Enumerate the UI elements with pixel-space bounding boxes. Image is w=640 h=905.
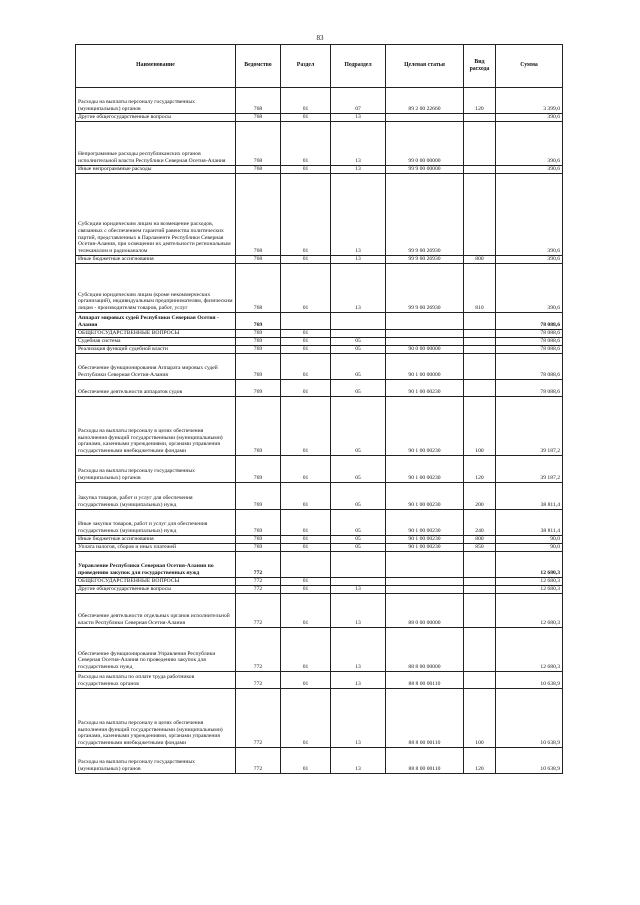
dept-cell: 772 [236,552,281,578]
exp-type-cell [464,330,496,338]
section-cell [281,552,331,578]
name-cell: Закупка товаров, работ и услуг для обеспечения государственных (муниципальных) нужд [76,483,236,510]
amount-cell: 38 811,4 [496,483,563,510]
dept-cell: 768 [236,264,281,313]
amount-cell: 390,6 [496,114,563,122]
section-cell: 01 [281,354,331,380]
table-row [76,338,563,346]
subsection-cell: 05 [331,380,386,397]
target-cell: 88 8 00 00110 [386,672,464,689]
dept-cell: 769 [236,346,281,354]
table-row [76,510,563,536]
dept-cell: 769 [236,380,281,397]
table-row [76,264,563,313]
exp-type-cell: 100 [464,689,496,748]
section-cell: 01 [281,256,331,264]
target-cell: 99 9 00 00000 [386,166,464,174]
section-cell [281,313,331,330]
table-row [76,628,563,672]
dept-cell: 769 [236,536,281,544]
exp-type-cell: 800 [464,256,496,264]
amount-cell: 39 187,2 [496,456,563,483]
amount-cell: 78 088,6 [496,380,563,397]
dept-cell: 772 [236,594,281,628]
table-row [76,313,563,330]
section-cell: 01 [281,338,331,346]
table-row [76,483,563,510]
section-cell: 01 [281,689,331,748]
header-target: Целевая статья [386,45,464,88]
name-cell: ОБЩЕГОСУДАРСТВЕННЫЕ ВОПРОСЫ [76,330,236,338]
target-cell: 90 1 00 00230 [386,544,464,552]
section-cell: 01 [281,88,331,114]
name-cell: Реализация функций судебной власти [76,346,236,354]
exp-type-cell [464,594,496,628]
exp-type-cell [464,628,496,672]
target-cell: 90 1 00 00230 [386,510,464,536]
dept-cell: 768 [236,256,281,264]
name-cell: Судебная система [76,338,236,346]
name-cell: Субсидии юридическим лицам (кроме некоммерческих организаций), индивидуальным предпринимателям, физическим лицам - производителям товаров, работ, услуг [76,264,236,313]
table-row [76,578,563,586]
section-cell: 01 [281,456,331,483]
exp-type-cell [464,166,496,174]
table-row [76,166,563,174]
amount-cell: 90,0 [496,544,563,552]
dept-cell: 769 [236,338,281,346]
amount-cell: 10 638,9 [496,689,563,748]
section-cell: 01 [281,544,331,552]
section-cell: 01 [281,586,331,594]
subsection-cell: 13 [331,594,386,628]
name-cell: Расходы на выплаты по оплате труда работников государственных органов [76,672,236,689]
target-cell: 99 9 00 26930 [386,256,464,264]
table-row [76,354,563,380]
subsection-cell: 05 [331,536,386,544]
name-cell: Расходы на выплаты персоналу в целях обеспечения выполнения функций государственными (муниципальными) органами, казенными учреждениями, органами управления государственными внебюджетными фондами [76,397,236,456]
exp-type-cell [464,346,496,354]
section-cell: 01 [281,346,331,354]
dept-cell: 769 [236,510,281,536]
section-cell: 01 [281,330,331,338]
target-cell: 88 8 00 00000 [386,628,464,672]
name-cell: Иные бюджетные ассигнования [76,256,236,264]
dept-cell: 769 [236,330,281,338]
name-cell: Другие общегосударственные вопросы [76,586,236,594]
amount-cell: 39 187,2 [496,397,563,456]
amount-cell: 390,6 [496,174,563,256]
amount-cell: 390,6 [496,122,563,166]
table-row [76,330,563,338]
name-cell: ОБЩЕГОСУДАРСТВЕННЫЕ ВОПРОСЫ [76,578,236,586]
section-cell: 01 [281,628,331,672]
name-cell: Обеспечение функционирования Аппарата мировых судей Республики Северная Осетия-Алания [76,354,236,380]
dept-cell: 772 [236,586,281,594]
target-cell: 90 1 00 00230 [386,397,464,456]
dept-cell: 769 [236,313,281,330]
exp-type-cell: 810 [464,264,496,313]
amount-cell: 390,6 [496,264,563,313]
exp-type-cell [464,122,496,166]
dept-cell: 772 [236,689,281,748]
amount-cell: 12 680,3 [496,552,563,578]
dept-cell: 772 [236,628,281,672]
header-subsection: Подраздел [331,45,386,88]
dept-cell: 769 [236,483,281,510]
section-cell: 01 [281,536,331,544]
section-cell: 01 [281,672,331,689]
header-exp-type: Вид расхода [464,45,496,88]
subsection-cell: 13 [331,166,386,174]
amount-cell: 12 680,3 [496,628,563,672]
table-row [76,397,563,456]
target-cell: 99 0 00 00000 [386,122,464,166]
amount-cell: 390,6 [496,166,563,174]
target-cell: 99 9 00 26930 [386,264,464,313]
exp-type-cell [464,380,496,397]
name-cell: Расходы на выплаты персоналу государственных (муниципальных) органов [76,748,236,774]
table-row [76,689,563,748]
target-cell: 90 1 00 00230 [386,456,464,483]
exp-type-cell [464,114,496,122]
table-row [76,594,563,628]
exp-type-cell [464,354,496,380]
target-cell: 89 2 00 22660 [386,88,464,114]
dept-cell: 769 [236,456,281,483]
table-row [76,748,563,774]
table-row [76,544,563,552]
section-cell: 01 [281,166,331,174]
exp-type-cell: 120 [464,456,496,483]
header-section: Раздел [281,45,331,88]
dept-cell: 772 [236,578,281,586]
subsection-cell [331,313,386,330]
dept-cell: 769 [236,544,281,552]
table-row [76,114,563,122]
exp-type-cell: 100 [464,397,496,456]
table-row [76,256,563,264]
subsection-cell: 13 [331,114,386,122]
amount-cell: 78 088,6 [496,354,563,380]
header-name: Наименование [76,45,236,88]
header-amount: Сумма [496,45,563,88]
name-cell: Субсидии юридическим лицам на возмещение расходов, связанных с обеспечением гарантий равенства политических партий, представленных в Парламенте Республики Северная Осетия-Алания, при освещении их деятельности региональным телеканалом и радиоканалом [76,174,236,256]
name-cell: Обеспечение функционирования Управления Республики Северная Осетия-Алания по проведению закупок для государственных нужд [76,628,236,672]
exp-type-cell: 850 [464,544,496,552]
dept-cell: 768 [236,174,281,256]
page-number: 83 [316,34,324,42]
exp-type-cell: 120 [464,88,496,114]
subsection-cell: 13 [331,628,386,672]
subsection-cell [331,552,386,578]
dept-cell: 769 [236,354,281,380]
table-row [76,122,563,166]
amount-cell: 78 088,6 [496,346,563,354]
amount-cell: 10 638,9 [496,672,563,689]
subsection-cell: 13 [331,689,386,748]
subsection-cell: 05 [331,397,386,456]
header-dept: Ведомство [236,45,281,88]
table-row [76,536,563,544]
section-cell: 01 [281,380,331,397]
exp-type-cell: 120 [464,748,496,774]
name-cell: Расходы на выплаты персоналу государственных (муниципальных) органов [76,88,236,114]
table-row [76,672,563,689]
subsection-cell: 13 [331,586,386,594]
section-cell: 01 [281,114,331,122]
name-cell: Расходы на выплаты персоналу государственных (муниципальных) органов [76,456,236,483]
name-cell: Управление Республики Северная Осетия-Алания по проведению закупок для государственных нужд [76,552,236,578]
subsection-cell: 05 [331,354,386,380]
subsection-cell: 13 [331,174,386,256]
section-cell: 01 [281,578,331,586]
target-cell [386,330,464,338]
subsection-cell: 05 [331,338,386,346]
exp-type-cell [464,174,496,256]
target-cell [386,313,464,330]
table-header-row [76,45,563,88]
name-cell: Непрограммные расходы республиканских органов исполнительной власти Республики Северная Осетия-Алания [76,122,236,166]
name-cell: Расходы на выплаты персоналу в целях обеспечения выполнения функций государственными (муниципальными) органами, казенными учреждениями, органами управления государственными внебюджетными фондами [76,689,236,748]
amount-cell: 78 088,6 [496,313,563,330]
table-body [76,88,563,774]
section-cell: 01 [281,174,331,256]
exp-type-cell [464,578,496,586]
target-cell: 90 1 00 00230 [386,536,464,544]
exp-type-cell [464,672,496,689]
dept-cell: 769 [236,397,281,456]
amount-cell: 12 680,3 [496,578,563,586]
target-cell: 99 9 00 26930 [386,174,464,256]
subsection-cell: 13 [331,672,386,689]
name-cell: Иные непрограммные расходы [76,166,236,174]
subsection-cell: 13 [331,256,386,264]
section-cell: 01 [281,397,331,456]
amount-cell: 78 088,6 [496,338,563,346]
target-cell: 88 8 00 00110 [386,689,464,748]
exp-type-cell [464,338,496,346]
name-cell: Обеспечение деятельности отдельных органов исполнительной власти Республики Северная Осетия-Алания [76,594,236,628]
subsection-cell: 13 [331,264,386,313]
target-cell [386,552,464,578]
table-row [76,346,563,354]
target-cell [386,338,464,346]
dept-cell: 772 [236,748,281,774]
name-cell: Обеспечение деятельности аппаратов судов [76,380,236,397]
target-cell [386,586,464,594]
budget-table [75,44,563,774]
table-row [76,380,563,397]
section-cell: 01 [281,510,331,536]
subsection-cell: 13 [331,122,386,166]
exp-type-cell [464,552,496,578]
dept-cell: 768 [236,166,281,174]
target-cell: 90 1 00 00230 [386,380,464,397]
subsection-cell: 05 [331,483,386,510]
section-cell: 01 [281,483,331,510]
name-cell: Иные закупки товаров, работ и услуг для обеспечения государственных (муниципальных) нужд [76,510,236,536]
dept-cell: 768 [236,88,281,114]
subsection-cell: 05 [331,346,386,354]
table-row [76,88,563,114]
target-cell: 88 8 00 00110 [386,748,464,774]
table-row [76,456,563,483]
target-cell [386,114,464,122]
section-cell: 01 [281,122,331,166]
exp-type-cell: 240 [464,510,496,536]
exp-type-cell: 200 [464,483,496,510]
section-cell: 01 [281,748,331,774]
table-row [76,586,563,594]
subsection-cell [331,330,386,338]
amount-cell: 90,0 [496,536,563,544]
amount-cell: 390,6 [496,256,563,264]
target-cell: 88 0 00 00000 [386,594,464,628]
target-cell [386,578,464,586]
subsection-cell [331,578,386,586]
amount-cell: 12 680,3 [496,594,563,628]
target-cell: 90 1 00 00230 [386,483,464,510]
amount-cell: 38 811,4 [496,510,563,536]
name-cell: Уплата налогов, сборов и иных платежей [76,544,236,552]
dept-cell: 772 [236,672,281,689]
table-row [76,174,563,256]
dept-cell: 768 [236,122,281,166]
subsection-cell: 05 [331,456,386,483]
exp-type-cell [464,313,496,330]
dept-cell: 768 [236,114,281,122]
target-cell: 90 1 00 00000 [386,354,464,380]
name-cell: Иные бюджетные ассигнования [76,536,236,544]
amount-cell: 10 638,9 [496,748,563,774]
exp-type-cell: 800 [464,536,496,544]
exp-type-cell [464,586,496,594]
subsection-cell: 07 [331,88,386,114]
amount-cell: 12 680,3 [496,586,563,594]
target-cell: 90 0 00 00000 [386,346,464,354]
name-cell: Аппарат мировых судей Республики Северная Осетия - Алания [76,313,236,330]
name-cell: Другие общегосударственные вопросы [76,114,236,122]
amount-cell: 78 088,6 [496,330,563,338]
amount-cell: 3 399,0 [496,88,563,114]
section-cell: 01 [281,594,331,628]
subsection-cell: 05 [331,510,386,536]
table-row [76,552,563,578]
subsection-cell: 13 [331,748,386,774]
subsection-cell: 05 [331,544,386,552]
section-cell: 01 [281,264,331,313]
